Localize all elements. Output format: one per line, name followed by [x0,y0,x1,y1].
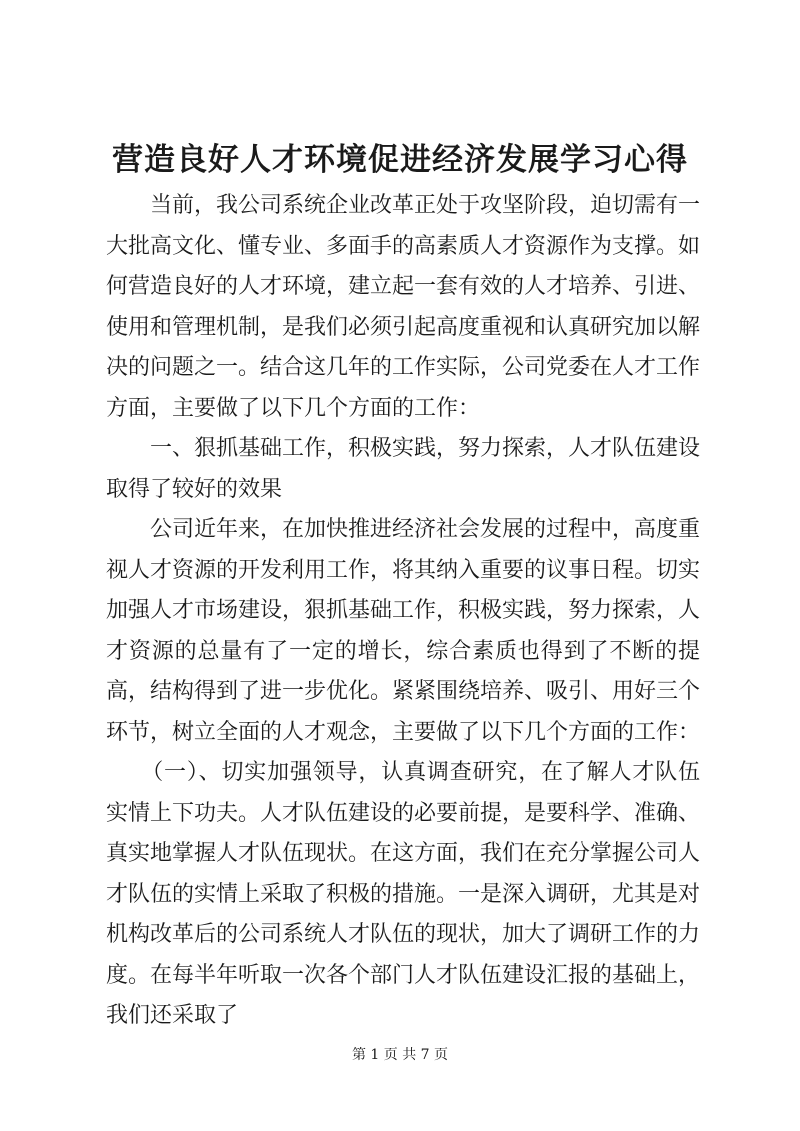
paragraph-subsection-one: （一）、切实加强领导，认真调查研究，在了解人才队伍实情上下功夫。人才队伍建设的必要前提，是要科学、准确、真实地掌握人才队伍现状。在这方面，我们在充分掌握公司人才队伍的实情上采取了积极的措施。一是深入调研，尤其是对机构改革后的公司系统人才队伍的现状，加大了调研工作的力度。在每半年听取一次各个部门人才队伍建设汇报的基础上，我们还采取了 [106,760,701,1028]
page-number-label: 第 1 页 共 7 页 [351,1047,449,1063]
document-title: 营造良好人才环境促进经济发展学习心得 [112,142,688,178]
document-body [106,186,700,1037]
paragraph-heading-one: 一、狠抓基础工作，积极实践，努力探索，人才队伍建设取得了较好的效果 [106,436,701,502]
paragraph-intro: 当前，我公司系统企业改革正处于攻坚阶段，迫切需有一大批高文化、懂专业、多面手的高素质人才资源作为支撑。如何营造良好的人才环境，建立起一套有效的人才培养、引进、使用和管理机制，是我们必须引起高度重视和认真研究加以解决的问题之一。结合这几年的工作实际，公司党委在人才工作方面，主要做了以下几个方面的工作： [106,193,701,421]
paragraph-overview: 公司近年来，在加快推进经济社会发展的过程中，高度重视人才资源的开发利用工作，将其纳入重要的议事日程。切实加强人才市场建设，狠抓基础工作，积极实践，努力探索，人才资源的总量有了一定的增长，综合素质也得到了不断的提高，结构得到了进一步优化。紧紧围绕培养、吸引、用好三个环节，树立全面的人才观念，主要做了以下几个方面的工作： [106,517,701,745]
page-footer [0,1045,800,1065]
